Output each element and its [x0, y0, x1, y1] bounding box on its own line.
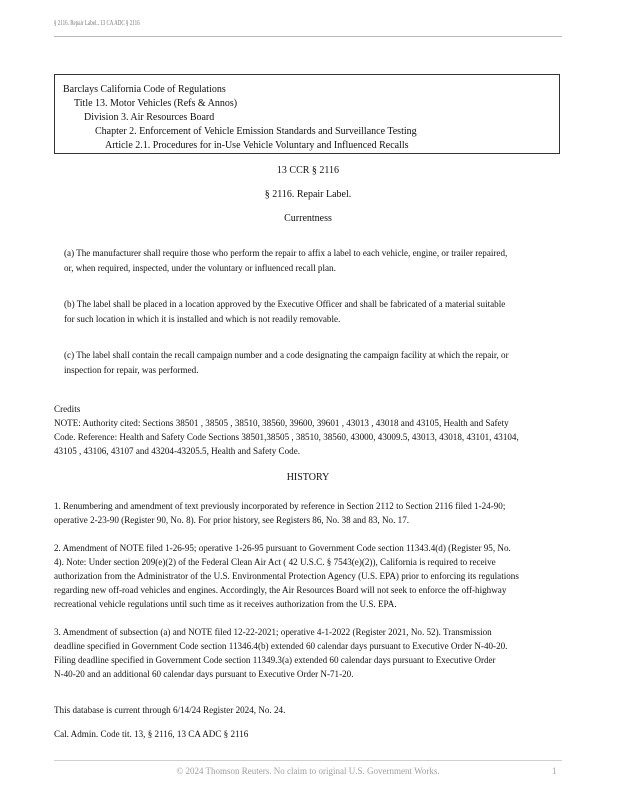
paragraph-b [64, 297, 562, 327]
hierarchy-chapter[interactable]: Chapter 2. Enforcement of Vehicle Emission Standards and Surveillance Testing [95, 126, 417, 137]
history-heading: HISTORY [286, 472, 330, 483]
history-line: N-40-20 and an additional 60 calendar days pursuant to Executive Order N-71-20. [54, 669, 354, 679]
history-line: authorization from the Administrator of the U.S. Environmental Protection Agency (U.S. EPA) prior to enforcing its regulations [54, 571, 519, 581]
history-item-2 [54, 541, 574, 611]
cite-as: Cal. Admin. Code tit. 13, § 2116, 13 CA ADC § 2116 [54, 729, 249, 739]
history-line: 4). Note: Under section 209(e)(2) of the Federal Clean Air Act ( 42 U.S.C. § 7543(e)(2)), California is required to receive [54, 557, 496, 567]
footer-copyright: © 2024 Thomson Reuters. No claim to original U.S. Government Works. [176, 766, 440, 776]
history-line: Filing deadline specified in Government Code section 11349.3(a) extended 60 calendar days pursuant to Executive Order [54, 655, 496, 665]
header-divider [54, 36, 562, 37]
currentness-link[interactable]: Currentness [284, 213, 332, 224]
history-line: regarding new off-road vehicles and engines. Accordingly, the Air Resources Board will not seek to enforce the off-highway [54, 585, 507, 595]
running-head: § 2116. Repair Label., 13 CA ADC § 2116 [54, 19, 140, 27]
history-item-3 [54, 625, 574, 681]
history-line: 1. Renumbering and amendment of text previously incorporated by reference in Section 2112 to Section 2116 filed 1-24-90; [54, 501, 506, 511]
section-title: § 2116. Repair Label. [264, 189, 352, 200]
paragraph-c-line-1: (c) The label shall contain the recall campaign number and a code designating the campaign facility at which the repair, or [64, 350, 509, 360]
citation: 13 CCR § 2116 [276, 165, 340, 176]
paragraph-a-line-2: or, when required, inspected, under the voluntary or influenced recall plan. [64, 263, 336, 273]
history-line: 2. Amendment of NOTE filed 1-26-95; operative 1-26-95 pursuant to Government Code section 11343.4(d) (Register 95, No. [54, 543, 511, 553]
history-line: 3. Amendment of subsection (a) and NOTE filed 12-22-2021; operative 4-1-2022 (Register 2021, No. 52). Transmission [54, 627, 492, 637]
hierarchy-code[interactable]: Barclays California Code of Regulations [63, 84, 226, 95]
credits-line: Code. Reference: Health and Safety Code Sections 38501,38505 , 38510, 38560, 43000, 43009.5, 43013, 43018, 43101, 43104, [54, 432, 519, 442]
paragraph-a [64, 246, 562, 276]
credits-heading: Credits [54, 404, 81, 414]
history-line: deadline specified in Government Code section 11346.4(b) extended 60 calendar days pursuant to Executive Order N-40-20. [54, 641, 508, 651]
credits-section [54, 402, 574, 458]
credits-line: 43105 , 43106, 43107 and 43204-43205.5, Health and Safety Code. [54, 446, 301, 456]
paragraph-b-line-2: for such location in which it is installed and which is not readily removable. [64, 314, 341, 324]
history-line: recreational vehicle regulations until such time as it receives authorization from the U.S. EPA. [54, 599, 397, 609]
paragraph-a-line-1: (a) The manufacturer shall require those who perform the repair to affix a label to each vehicle, engine, or trailer repaired, [64, 248, 508, 258]
paragraph-b-line-1: (b) The label shall be placed in a location approved by the Executive Officer and shall be fabricated of a material suitable [64, 299, 506, 309]
hierarchy-box [54, 74, 560, 154]
page-number: 1 [552, 766, 557, 776]
currency-note: This database is current through 6/14/24 Register 2024, No. 24. [54, 705, 286, 715]
hierarchy-article[interactable]: Article 2.1. Procedures for in-Use Vehicle Voluntary and Influenced Recalls [105, 140, 409, 151]
hierarchy-title[interactable]: Title 13. Motor Vehicles (Refs & Annos) [74, 98, 238, 109]
credits-line: NOTE: Authority cited: Sections 38501 , 38505 , 38510, 38560, 39600, 39601 , 43013 , 43018 and 43105, Health and Safety [54, 418, 509, 428]
paragraph-c [64, 348, 562, 378]
hierarchy-division[interactable]: Division 3. Air Resources Board [84, 112, 215, 123]
history-item-1 [54, 499, 574, 527]
footer-divider [54, 760, 562, 761]
paragraph-c-line-2: inspection for repair, was performed. [64, 365, 199, 375]
history-line: operative 2-23-90 (Register 90, No. 8). For prior history, see Registers 86, No. 38 and 83, No. 17. [54, 515, 410, 525]
